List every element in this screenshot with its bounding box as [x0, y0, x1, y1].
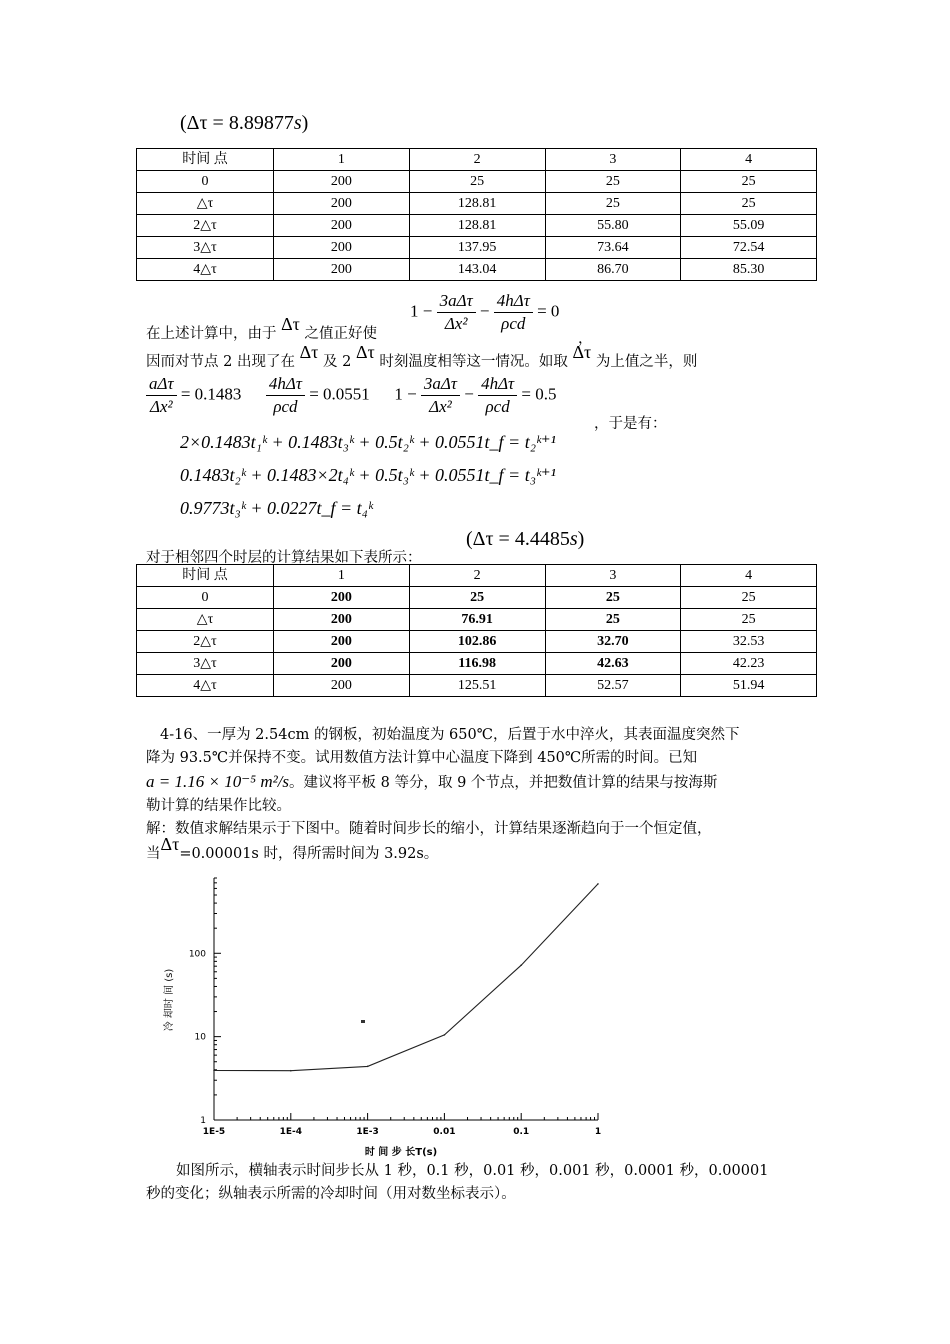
- data-point: [444, 1034, 446, 1036]
- table-cell: 116.98: [409, 653, 545, 675]
- header-cell: 2: [409, 565, 545, 587]
- table-row: [137, 675, 817, 697]
- x-tick-label: 1: [594, 1127, 602, 1137]
- table-cell: 200: [274, 171, 410, 193]
- text-span: 为上值之半，则: [595, 354, 698, 370]
- series-points: [213, 883, 599, 1071]
- problem-line: 降为 93.5℃并保持不变。试用数值方法计算中心温度下降到 450℃所需的时间。已知: [146, 750, 698, 766]
- header-cell: 时间 点: [137, 565, 274, 587]
- table-row: [137, 215, 817, 237]
- x-tick-label: 0.01: [433, 1127, 456, 1137]
- delta-tau-header-1: [180, 112, 308, 135]
- equation-1: 2×0.1483t₁ᵏ + 0.1483t₃ᵏ + 0.5t₂ᵏ + 0.0551t_f = t₂ᵏ⁺¹: [180, 432, 556, 452]
- delta-close: ): [577, 528, 585, 550]
- scan-speck: [361, 1020, 365, 1023]
- table-cell: 200: [274, 653, 410, 675]
- x-tick-label: 1E-4: [279, 1127, 303, 1137]
- delta-symbol: Δτ: [572, 342, 592, 362]
- solution-text: 当: [146, 846, 161, 862]
- table-cell: 25: [409, 587, 545, 609]
- table-cell: 25: [681, 609, 817, 631]
- text-span: 因而对节点 2 出现了在: [146, 354, 295, 370]
- header-cell: 3: [545, 565, 681, 587]
- header-cell: 时间 点: [137, 149, 274, 171]
- table-cell: 85.30: [681, 259, 817, 281]
- data-point: [520, 964, 522, 966]
- table-cell: 32.53: [681, 631, 817, 653]
- table-header-row: [137, 565, 817, 587]
- table-cell: 2△τ: [137, 215, 274, 237]
- problem-paragraph: [146, 724, 816, 866]
- text-span: 在上述计算中，由于: [146, 326, 277, 342]
- data-point: [367, 1066, 369, 1068]
- problem-text: 。建议将平板 8 等分，取 9 个节点，并把数值计算的结果与按海斯: [289, 775, 718, 791]
- table-row: [137, 631, 817, 653]
- text-line: [146, 342, 698, 371]
- chart-axes: [214, 878, 598, 1120]
- table2-intro: 对于相邻四个时层的计算结果如下表所示：: [146, 550, 422, 566]
- x-axis-title: 时 间 步 长T(s): [364, 1147, 438, 1158]
- condition-formula: [410, 290, 559, 335]
- table-cell: 25: [681, 193, 817, 215]
- table-header-row: [137, 149, 817, 171]
- table-cell: 200: [274, 193, 410, 215]
- data-point: [213, 1070, 215, 1072]
- chart-ticks: [214, 878, 598, 1120]
- formula-minus: −: [464, 384, 474, 404]
- results-table-1: [136, 148, 817, 281]
- table-row: [137, 587, 817, 609]
- formula-one: 1 −: [394, 384, 417, 404]
- header-cell: 4: [681, 149, 817, 171]
- series-line: [214, 884, 598, 1071]
- fraction-numerator: 3aΔτ: [437, 290, 476, 313]
- table-row: [137, 653, 817, 675]
- y-axis-title: 冷 却时 间 (s): [164, 968, 175, 1032]
- table-row: [137, 259, 817, 281]
- fraction: [146, 373, 177, 418]
- table-cell: 200: [274, 237, 410, 259]
- comma: ，: [578, 331, 593, 347]
- value-1: = 0.1483: [180, 384, 242, 404]
- delta-symbol: Δτ: [355, 342, 375, 362]
- fraction: [494, 290, 533, 335]
- table-row: [137, 609, 817, 631]
- formula-minus: −: [479, 301, 490, 321]
- table-cell: 52.57: [545, 675, 681, 697]
- table-cell: 3△τ: [137, 237, 274, 259]
- fraction-denominator: Δx²: [444, 314, 468, 333]
- table-cell: 137.95: [409, 237, 545, 259]
- table-cell: 25: [545, 193, 681, 215]
- header-cell: 4: [681, 565, 817, 587]
- table-cell: 128.81: [409, 215, 545, 237]
- table-cell: 72.54: [681, 237, 817, 259]
- table-cell: 128.81: [409, 193, 545, 215]
- table-cell: △τ: [137, 609, 274, 631]
- table-cell: 55.80: [545, 215, 681, 237]
- table-cell: 102.86: [409, 631, 545, 653]
- table-cell: △τ: [137, 193, 274, 215]
- table-cell: 0: [137, 171, 274, 193]
- table-cell: 76.91: [409, 609, 545, 631]
- y-tick-label: 1: [200, 1116, 206, 1126]
- text-span: 之值正好使: [304, 326, 378, 342]
- caption-line: 秒的变化；纵轴表示所需的冷却时间（用对数坐标表示）。: [146, 1186, 516, 1202]
- delta-symbol: Δτ: [299, 342, 319, 362]
- table-cell: 25: [681, 587, 817, 609]
- table-row: [137, 237, 817, 259]
- header-cell: 3: [545, 149, 681, 171]
- fraction-denominator: Δx²: [429, 397, 452, 416]
- data-point: [290, 1070, 292, 1072]
- table-cell: 200: [274, 631, 410, 653]
- equation-3: 0.9773t₃ᵏ + 0.0227t_f = t₄ᵏ: [180, 498, 373, 518]
- results-table-2: [136, 564, 817, 697]
- fraction: [266, 373, 305, 418]
- x-tick-label: 0.1: [513, 1127, 530, 1137]
- fraction-numerator: 4hΔτ: [266, 373, 305, 396]
- delta-tau-header-2: [466, 528, 584, 551]
- table-cell: 4△τ: [137, 675, 274, 697]
- formula-equals: = 0: [537, 301, 560, 321]
- table-cell: 125.51: [409, 675, 545, 697]
- fraction-numerator: 3aΔτ: [421, 373, 460, 396]
- problem-line: 4-16、一厚为 2.54cm 的钢板，初始温度为 650℃，后置于水中淬火，其表面温度突然下: [160, 727, 740, 743]
- table-row: [137, 193, 817, 215]
- cooling-time-chart: [146, 870, 616, 1160]
- table-cell: 73.64: [545, 237, 681, 259]
- table-cell: 42.23: [681, 653, 817, 675]
- y-tick-label: 100: [188, 949, 206, 960]
- solution-line: [146, 834, 816, 866]
- table-cell: 200: [274, 609, 410, 631]
- header-cell: 1: [274, 565, 410, 587]
- x-tick-label: 1E-5: [202, 1127, 226, 1137]
- text-line: [146, 314, 378, 343]
- table-cell: 32.70: [545, 631, 681, 653]
- caption-paragraph: [146, 1160, 816, 1206]
- fraction-denominator: ρcd: [273, 397, 298, 416]
- table-cell: 25: [545, 171, 681, 193]
- y-tick-label: 10: [194, 1032, 206, 1043]
- value-3: = 0.5: [521, 384, 557, 404]
- fraction: [437, 290, 476, 335]
- solution-line: 解：数值求解结果示于下图中。随着时间步长的缩小，计算结果逐渐趋向于一个恒定值，: [146, 821, 712, 837]
- delta-symbol: Δτ: [160, 834, 180, 854]
- table-cell: 200: [274, 587, 410, 609]
- fraction-denominator: ρcd: [501, 314, 526, 333]
- table-cell: 143.04: [409, 259, 545, 281]
- fraction-denominator: ρcd: [485, 397, 510, 416]
- solution-text: =0.00001s 时，得所需时间为 3.92s。: [179, 846, 439, 862]
- table-cell: 2△τ: [137, 631, 274, 653]
- header-cell: 2: [409, 149, 545, 171]
- formula-one: 1 −: [410, 301, 433, 321]
- fraction: [421, 373, 460, 418]
- delta-symbol: Δτ: [281, 314, 300, 334]
- problem-line: [146, 770, 816, 795]
- table-cell: 200: [274, 675, 410, 697]
- fraction: [478, 373, 517, 418]
- value-2: = 0.0551: [309, 384, 370, 404]
- delta-close: ): [301, 112, 309, 134]
- table-cell: 25: [681, 171, 817, 193]
- table-row: [137, 171, 817, 193]
- fraction-numerator: 4hΔτ: [478, 373, 517, 396]
- problem-line: 勒计算的结果作比较。: [146, 798, 291, 814]
- table-cell: 4△τ: [137, 259, 274, 281]
- fraction-numerator: aΔτ: [146, 373, 177, 396]
- chart-labels: [189, 949, 601, 1137]
- fraction-denominator: Δx²: [149, 397, 173, 416]
- table-cell: 200: [274, 215, 410, 237]
- delta-unit: s: [293, 112, 302, 134]
- table-cell: 25: [545, 609, 681, 631]
- table-cell: 55.09: [681, 215, 817, 237]
- table-cell: 25: [545, 587, 681, 609]
- table-cell: 42.63: [545, 653, 681, 675]
- table-cell: 3△τ: [137, 653, 274, 675]
- value-formulas: [146, 373, 556, 418]
- equation-2: 0.1483t₂ᵏ + 0.1483×2t₄ᵏ + 0.5t₃ᵏ + 0.0551t_f = t₃ᵏ⁺¹: [180, 465, 556, 485]
- table-cell: 0: [137, 587, 274, 609]
- text-span: 时刻温度相等这一情况。如取: [379, 354, 568, 370]
- table-cell: 51.94: [681, 675, 817, 697]
- delta-value: (Δτ = 8.89877: [180, 112, 294, 134]
- delta-value: (Δτ = 4.4485: [466, 528, 570, 550]
- data-point: [597, 883, 599, 885]
- fraction-numerator: 4hΔτ: [494, 290, 533, 313]
- therefore-text: ，于是有：: [594, 416, 667, 432]
- text-span: 及 2: [322, 354, 352, 370]
- table-cell: 25: [409, 171, 545, 193]
- diffusivity-formula: a = 1.16 × 10⁻⁵ m²/s: [146, 772, 290, 791]
- table-cell: 86.70: [545, 259, 681, 281]
- header-cell: 1: [274, 149, 410, 171]
- x-tick-label: 1E-3: [356, 1127, 379, 1137]
- caption-line: 如图所示，横轴表示时间步长从 1 秒，0.1 秒，0.01 秒，0.001 秒，0.0001 秒，0.00001: [176, 1163, 769, 1179]
- table-cell: 200: [274, 259, 410, 281]
- delta-unit: s: [569, 528, 578, 550]
